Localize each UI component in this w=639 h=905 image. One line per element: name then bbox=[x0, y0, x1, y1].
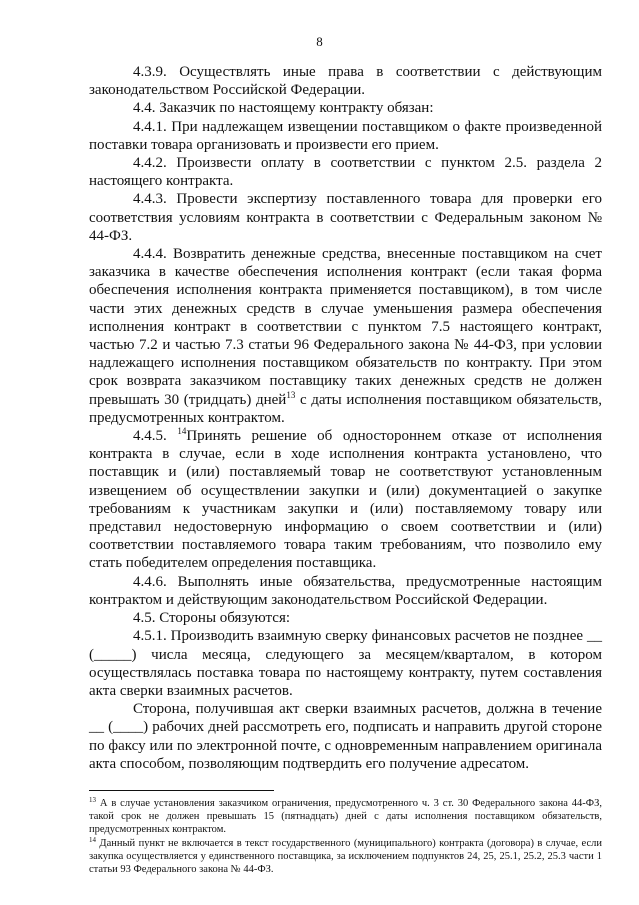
clause-4-4: 4.4. Заказчик по настоящему контракту обязан: bbox=[133, 100, 434, 117]
clause-4-3-9: 4.3.9. Осуществлять иные права в соответствии с действующим законодательством Российской Федерации. bbox=[89, 64, 602, 99]
clause-4-4-6: 4.4.6. Выполнять иные обязательства, предусмотренные настоящим контрактом и действующим законодательством Российской Федерации. bbox=[89, 573, 602, 608]
clause-4-4-5-text: Принять решение об одностороннем отказе от исполнения контракта в случае, если в ходе исполнения контракта установлено, что поставщик и (или) поставляемый товар не соответствуют установленным извещением об осуществлении закупки и (или) документацией о закупке требованиям к участникам закупки и (или) поставляемому товару или представил недостоверную информацию о своем соответствии и (или) соответствии поставляемого товара таким требованиям, что позволило ему стать победителем определения поставщика. bbox=[89, 428, 603, 572]
footnote-ref-13: 13 bbox=[286, 389, 296, 400]
page-number: 8 bbox=[316, 34, 323, 49]
clause-4-4-1: 4.4.1. При надлежащем извещении поставщиком о факте произведенной поставки товара организовать и произвести его прием. bbox=[89, 118, 602, 153]
footnote-13 bbox=[89, 797, 602, 836]
footnote-14 bbox=[89, 837, 602, 876]
document-body bbox=[89, 63, 602, 773]
footnote-ref-14: 14 bbox=[177, 426, 187, 437]
footnotes bbox=[89, 790, 602, 877]
clause-4-4-5 bbox=[89, 427, 602, 573]
clause-4-4-4-text-b: с даты исполнения поставщиком обязательств, предусмотренных контрактом. bbox=[89, 391, 602, 426]
footnote-13-marker: 13 bbox=[89, 796, 96, 804]
clause-4-5-1: 4.5.1. Производить взаимную сверку финансовых расчетов не позднее __ (_____) числа месяца, следующего за месяцем/кварталом, в котором осуществлялась поставка товара по настоящему контракту, путем составления акта сверки взаимных расчетов. bbox=[89, 628, 602, 699]
clause-4-4-2: 4.4.2. Произвести оплату в соответствии с пунктом 2.5. раздела 2 настоящего контракта. bbox=[89, 155, 602, 190]
footnote-14-marker: 14 bbox=[89, 836, 96, 844]
clause-4-4-4 bbox=[89, 245, 602, 427]
footnote-divider bbox=[89, 790, 274, 791]
clause-4-5: 4.5. Стороны обязуются: bbox=[133, 610, 291, 627]
reconciliation-paragraph: Сторона, получившая акт сверки взаимных расчетов, должна в течение __ (____) рабочих дней рассмотреть его, подписать и направить другой стороне по факсу или по электронной почте, с одновременным направлением оригинала акта способом, позволяющим подтвердить его получение адресатом. bbox=[89, 701, 602, 772]
clause-4-4-5-number: 4.4.5. bbox=[133, 428, 178, 445]
clause-4-4-4-text-a: 4.4.4. Возвратить денежные средства, внесенные поставщиком на счет заказчика в качестве обеспечения исполнения контракт (если такая форма обеспечения исполнения контракта применяется поставщиком), в том числе части этих денежных средств в случае уменьшения размера обеспечения исполнения контракт в соответствии с пунктом 7.5 настоящего контракт, частью 7.2 и частью 7.3 статьи 96 Федерального закона № 44-ФЗ, при условии надлежащего исполнения поставщиком обязательств по контракту. При этом срок возврата заказчиком поставщику таких денежных средств не должен превышать 30 (тридцать) дней bbox=[89, 246, 602, 408]
footnote-13-text: А в случае установления заказчиком ограничения, предусмотренного ч. 3 ст. 30 Федерального закона 44-ФЗ, такой срок не должен превышать 15 (пятнадцать) дней с даты исполнения поставщиком обязательств, предусмотренных контрактом. bbox=[89, 798, 602, 835]
footnote-14-text: Данный пункт не включается в текст государственного (муниципального) контракта (договора) в случае, если закупка осуществляется у единственного поставщика, за исключением подпунктов 24, 25, 25.1, 25.2, 25.3 части 1 статьи 93 Федерального закона № 44-ФЗ. bbox=[89, 838, 602, 875]
clause-4-4-3: 4.4.3. Провести экспертизу поставленного товара для проверки его соответствия условиям контракта в соответствии с Федеральным законом № 44-ФЗ. bbox=[89, 191, 602, 244]
